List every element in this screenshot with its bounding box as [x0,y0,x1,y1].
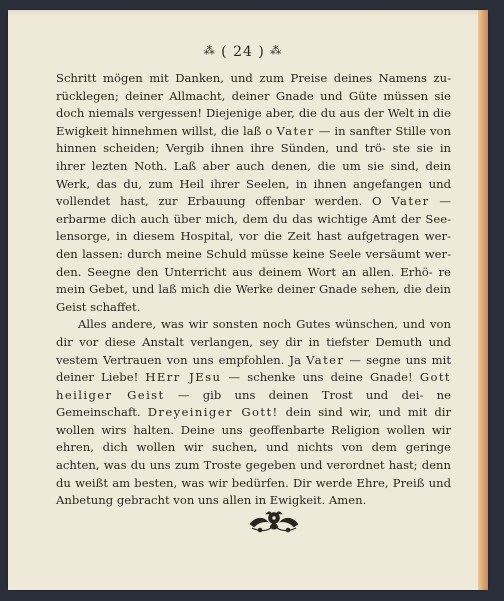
book-page [8,10,488,590]
text-segment: — in sanfter Stille von hinnen scheiden; Vergib ihnen ihre Sünden, und trö- ste sie in ihrer lezten Noth. Laß aber auch denen, die um sie sind, dein Werk, das du, zum Heil ihrer Seelen, in ihnen angefangen und vollendet hast, zur Erbauung offenbar werden. O [56,123,451,209]
header-ornament-left: ⁂ [203,44,216,57]
text-segment: — erbarme dich auch über mich, dem du das wichtige Amt der See- lensorge, in diesem Hospital, vor die Zeit hast aufgetragen wer- den lassen: durch meine Schuld müsse keine Seele versäumt wer- den. Seegne den Unterricht aus deinem Wort an allen. Erhö- re mein Gebet, und laß mich die Werke deiner Gnade sehen, die dein Geist schaffet. [56,194,451,314]
spaced-text: Vater [306,352,345,367]
page-number: ( 24 ) [221,44,265,60]
text-segment: Alles andere, was wir sonsten noch Gutes wünschen, und von dir vor diese Anstalt verlangen, sey dir in tiefster Demuth und vestem Vertrauen von uns empfohlen. Ja [56,317,451,367]
page-top-shadow [8,10,478,16]
text-segment: Schritt mögen mit Danken, und zum Preise deines Namens zu- rücklegen; deiner Allmacht, deiner Gnade und Güte müssen sie doch niemals vergessen! Diejenige aber, die du aus der Welt in die Ewigkeit hinnehmen willst, die laß o [56,71,451,138]
floral-vignette-icon [246,508,302,536]
text-segment: dein sind wir, und mit dir wollen wirs halten. Deine uns geoffenbarte Religion wollen wir ehren, dich wollen wir suchen, und nichts von dem geringe achten, was du uns zum Troste gegeben und verordnet hast; denn du weißt am besten, was wir bedürfen. Dir werde Ehre, Preiß und Anbetung gebracht von uns allen in Ewigkeit. Amen. [56,405,451,508]
body-text [56,70,451,510]
spaced-text: Vater [391,194,430,209]
text-segment: — schenke uns deine Gnade! [221,370,420,385]
header-ornament-right: ⁂ [270,44,283,57]
paragraph-1 [56,70,451,316]
spaced-text: Gott heiliger Geist [56,370,451,402]
spaced-text: HErr JEsu [145,370,222,385]
text-segment: — segne uns mit deiner Liebe! [56,352,452,385]
page-header [8,44,478,60]
paragraph-2 [56,316,451,510]
spaced-text: Vater [276,123,315,138]
page-edge [478,10,488,590]
spaced-text: Dreyeiniger Gott! [147,405,279,420]
text-segment: — gib uns deinen Trost und dei- ne Gemeinschaft. [56,387,451,420]
